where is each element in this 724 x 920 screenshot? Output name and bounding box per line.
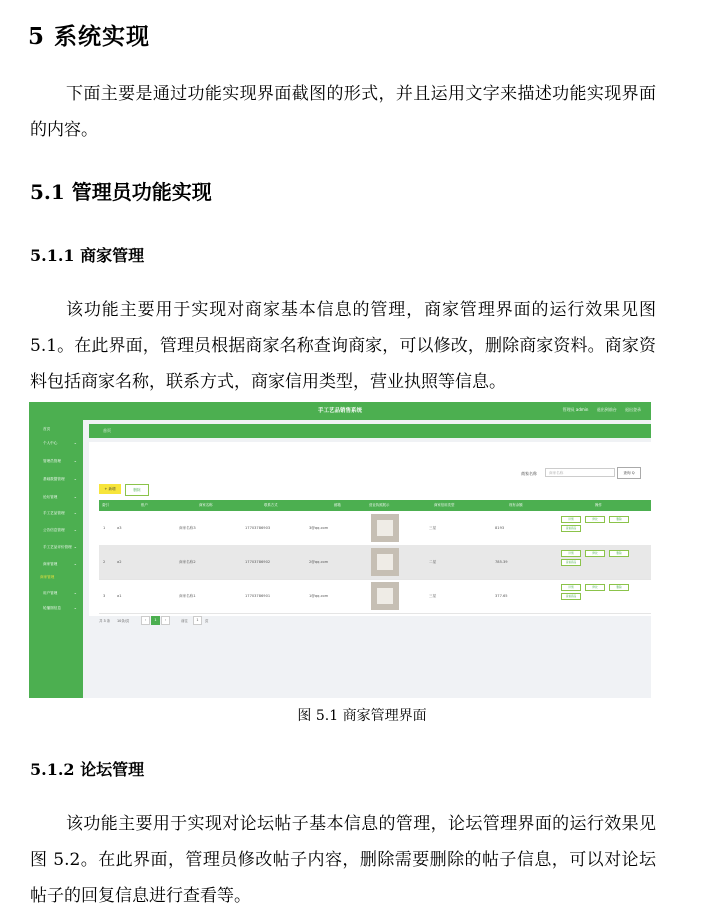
remove-button[interactable]: 删除 [609,584,629,591]
admin-link[interactable]: 管理员 admin [562,407,589,412]
total-count: 共 3 条 [99,619,111,623]
forum-heading: 5.1.2 论坛管理 [30,760,145,779]
next-page-button[interactable]: › [161,616,170,625]
column-header: 营业执照展示 [369,503,390,507]
page-size-select[interactable]: 10条/页 [117,619,130,623]
chevron-down-icon: ⌄ [73,605,77,610]
edit-button[interactable]: 修改 [585,584,605,591]
license-image [371,548,399,576]
sidebar-item-crafts[interactable]: 手工艺品管理 ⌄ [29,506,83,520]
app-title: 手工艺品销售系统 [317,408,362,414]
goto-input[interactable]: 1 [193,616,202,625]
top-links [556,407,641,413]
remove-button[interactable]: 删除 [609,516,629,523]
query-button[interactable]: 查询 Q [617,467,641,479]
chevron-down-icon: ⌄ [73,440,77,445]
column-header: 账户 [141,503,148,507]
figure-caption: 图 5.1 商家管理界面 [297,708,427,724]
app-topbar [29,402,651,420]
subsection-heading: 5.1 管理员功能实现 [30,180,212,204]
goto-label: 前往 [181,619,188,623]
content-panel [89,442,651,623]
column-header: 商家名称 [199,503,213,507]
column-header: 操作 [595,503,602,507]
sidebar-item-basic-data[interactable]: 基础数据管理 ⌄ [29,472,83,486]
chevron-down-icon: ⌄ [73,527,77,532]
page-unit: 页 [205,619,209,623]
sidebar-subitem-merchants[interactable]: 商家管理 [40,575,55,579]
detail-button[interactable]: 详情 [561,550,581,557]
view-goods-button[interactable]: 查看商品 [561,525,581,532]
sidebar [29,420,83,698]
remove-button[interactable]: 删除 [609,550,629,557]
prev-page-button[interactable]: ‹ [141,616,150,625]
sidebar-item-home[interactable]: 首页 [43,427,51,431]
column-header: 邮箱 [334,503,341,507]
chevron-down-icon: ⌄ [73,494,77,499]
sidebar-item-profile[interactable]: 个人中心 ⌄ [29,436,83,450]
logout-link[interactable]: 退出登录 [625,407,641,412]
search-input[interactable]: 商家名称 [545,468,615,477]
view-goods-button[interactable]: 查看商品 [561,559,581,566]
license-image [371,582,399,610]
front-link[interactable]: 退出到前台 [596,407,617,412]
intro-paragraph: 下面主要是通过功能实现界面截图的形式，并且运用文字来描述功能实现界面的内容。 [30,84,656,140]
breadcrumb[interactable]: 首页 [89,424,651,438]
merchant-paragraph: 该功能主要用于实现对商家基本信息的管理，商家管理界面的运行效果见图5.1。在此界面，管理员根据商家名称查询商家，可以修改，删除商家资料。商家资料包括商家名称，联系方式，商家信用类型，营业执照等信息。 [30,300,656,392]
edit-button[interactable]: 修改 [585,516,605,523]
license-image [371,514,399,542]
column-header: 联系方式 [264,503,278,507]
table-row[interactable]: 1 a3 商家名称3 17703786903 3@qq.com 三星 8193 详情 修改 删除 查看商品 [99,511,651,546]
column-header: 商家信用类型 [434,503,455,507]
table-row[interactable]: 3 a1 商家名称1 17703786901 1@qq.com 三星 377.65 详情 修改 删除 查看商品 [99,579,651,614]
sidebar-item-users[interactable]: 用户管理 ⌄ [29,586,83,600]
add-button[interactable]: + 新增 [99,484,121,494]
column-header: 现有余额 [509,503,523,507]
sidebar-item-reviews[interactable]: 手工艺品评价管理 ⌄ [29,540,83,554]
main-area [83,420,651,698]
sidebar-item-banners[interactable]: 轮播图信息 ⌄ [29,601,83,615]
chevron-down-icon: ⌄ [73,590,77,595]
delete-button[interactable]: 删除 [125,484,149,496]
sidebar-item-admins[interactable]: 管理员管理 ⌄ [29,454,83,468]
sidebar-item-merchants[interactable]: 商家管理 ⌄ [29,557,83,571]
table-row[interactable]: 2 a2 商家名称2 17703786902 2@qq.com 二星 785.39 详情 修改 删除 查看商品 [99,545,651,580]
page-button[interactable]: 1 [151,616,160,625]
chevron-down-icon: ⌄ [73,544,77,549]
figure-screenshot [29,402,651,698]
sidebar-item-forum[interactable]: 论坛管理 ⌄ [29,490,83,504]
forum-paragraph: 该功能主要用于实现对论坛帖子基本信息的管理，论坛管理界面的运行效果见图 5.2。在此界面，管理员修改帖子内容，删除需要删除的帖子信息，可以对论坛帖子的回复信息进行查看等。 [30,814,656,906]
chevron-down-icon: ⌄ [73,510,77,515]
chevron-down-icon: ⌄ [73,476,77,481]
search-label: 商家名称 [521,471,537,476]
chevron-down-icon: ⌄ [73,458,77,463]
sidebar-item-notices[interactable]: 公告信息管理 ⌄ [29,523,83,537]
view-goods-button[interactable]: 查看商品 [561,593,581,600]
detail-button[interactable]: 详情 [561,584,581,591]
edit-button[interactable]: 修改 [585,550,605,557]
detail-button[interactable]: 详情 [561,516,581,523]
section-heading: 5 系统实现 [28,23,151,50]
merchant-heading: 5.1.1 商家管理 [30,246,145,265]
table-header [99,500,651,511]
column-header: 索引 [102,503,109,507]
chevron-down-icon: ⌄ [73,561,77,566]
